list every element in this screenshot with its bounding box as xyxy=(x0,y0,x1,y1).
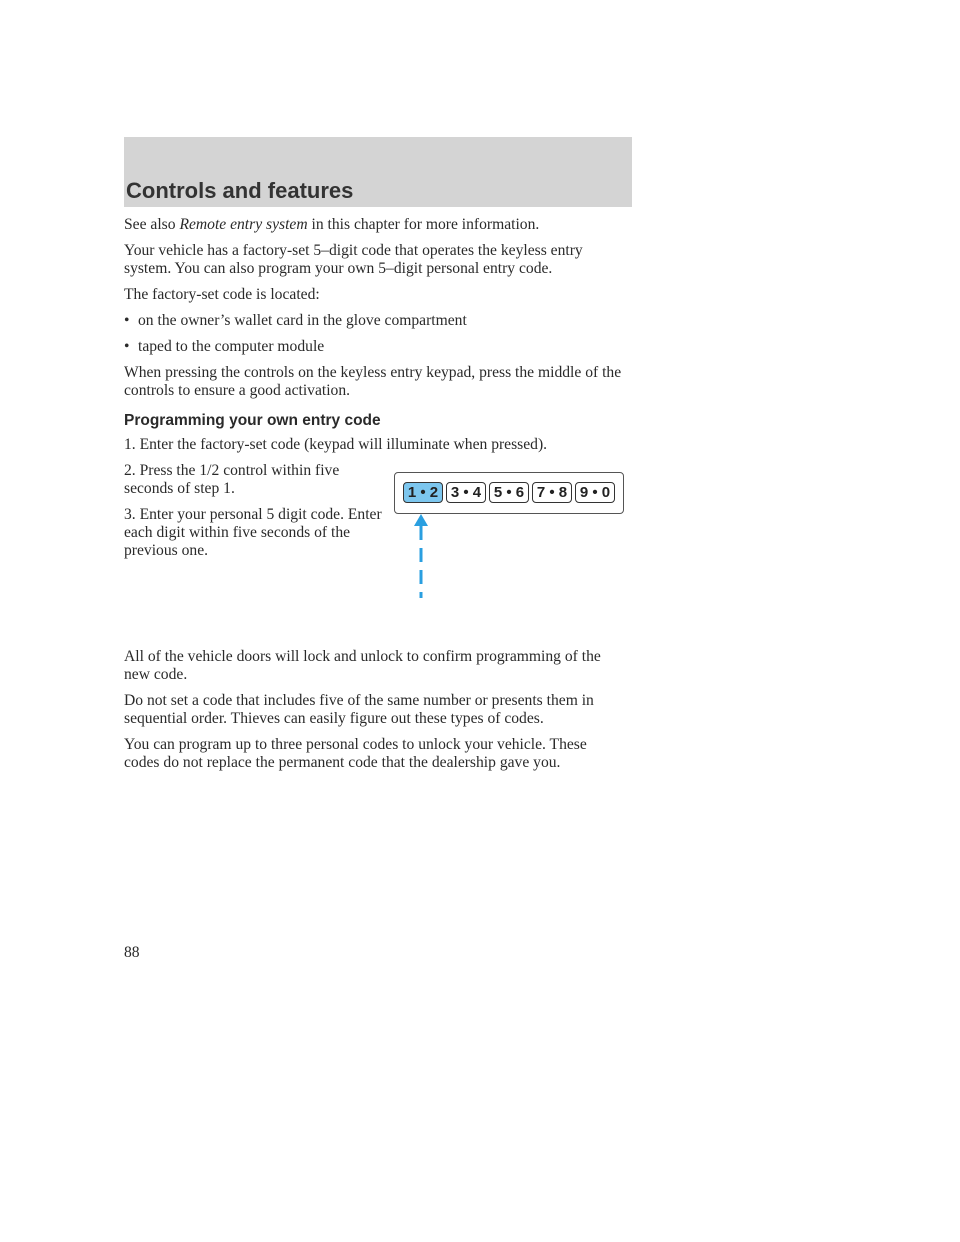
factory-code-paragraph: Your vehicle has a factory-set 5–digit code that operates the keyless entry system. You can also program your own 5–digit personal entry code. xyxy=(124,242,583,277)
page-number: 88 xyxy=(124,944,140,961)
bullet-text: taped to the computer module xyxy=(138,338,325,355)
section-header-band xyxy=(124,137,632,207)
key-9-0: 9 • 0 xyxy=(575,482,615,503)
confirm-paragraph: All of the vehicle doors will lock and unlock to confirm programming of the new code. xyxy=(124,648,601,683)
section-title: Controls and features xyxy=(126,178,354,203)
bullet-dot: • xyxy=(124,338,130,355)
warning-paragraph: Do not set a code that includes five of the same number or presents them in sequential order. Thieves can easily figure out these types of codes. xyxy=(124,692,594,727)
see-also-suffix: in this chapter for more information. xyxy=(307,216,540,233)
dashed-arrow-icon xyxy=(394,514,454,598)
bullet-dot: • xyxy=(124,312,130,329)
keypad-illustration xyxy=(394,472,624,598)
bullet-item xyxy=(124,338,624,356)
step-3: 3. Enter your personal 5 digit code. Enter each digit within five seconds of the previous one. xyxy=(124,506,382,559)
see-also-paragraph xyxy=(124,216,624,234)
step-2: 2. Press the 1/2 control within five seconds of step 1. xyxy=(124,462,340,497)
page-content xyxy=(124,216,624,780)
key-5-6: 5 • 6 xyxy=(489,482,529,503)
see-also-reference: Remote entry system xyxy=(179,216,308,233)
key-7-8: 7 • 8 xyxy=(532,482,572,503)
see-also-prefix: See also xyxy=(124,216,180,233)
programming-heading: Programming your own entry code xyxy=(124,412,381,429)
bullet-text: on the owner’s wallet card in the glove compartment xyxy=(138,312,467,329)
key-3-4: 3 • 4 xyxy=(446,482,486,503)
steps-with-figure xyxy=(124,462,624,648)
step-1: 1. Enter the factory-set code (keypad will illuminate when pressed). xyxy=(124,436,548,453)
code-location-paragraph: The factory-set code is located: xyxy=(124,286,320,303)
keypad-frame xyxy=(394,472,624,514)
personal-codes-paragraph: You can program up to three personal codes to unlock your vehicle. These codes do not replace the permanent code that the dealership gave you. xyxy=(124,736,587,771)
key-1-2: 1 • 2 xyxy=(403,482,443,503)
keypad-press-paragraph: When pressing the controls on the keyless entry keypad, press the middle of the controls to ensure a good activation. xyxy=(124,364,622,399)
steps-text xyxy=(124,462,386,568)
bullet-item xyxy=(124,312,624,330)
